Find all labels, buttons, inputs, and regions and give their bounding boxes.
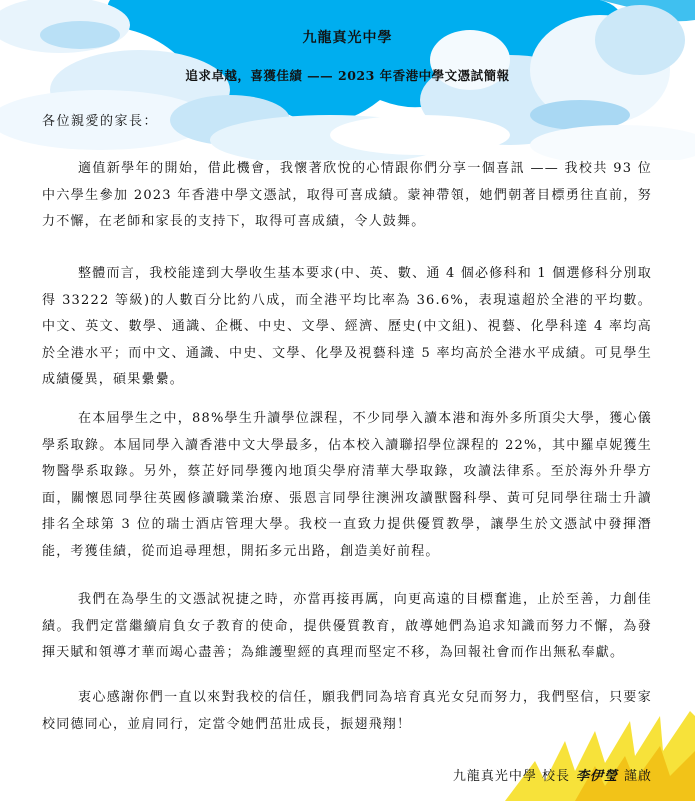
signature-block (453, 765, 652, 784)
signature-closing: 謹啟 (623, 769, 652, 784)
letter-subtitle: 追求卓越，喜獲佳績 —— 2023 年香港中學文憑試簡報 (185, 68, 510, 83)
paragraph-overall-results: 整體而言，我校能達到大學收生基本要求(中、英、數、通 4 個必修科和 1 個選修科分別取得 33222 等級)的人數百分比約八成，而全港平均比率為 36.6%，表現遠超於全港的平均數。中文、英文、數學、通識、企概、中史、文學、經濟、歷史(中文組)、視藝、化學科達 4 率均高於全港水平；而中文、通識、中史、文學、化學及視藝科達 5 率均高於全港水平成績。可見學生成績優異，碩果纍纍。 (42, 266, 652, 387)
paragraph-mission: 我們在為學生的文憑試祝捷之時，亦當再接再厲，向更高遠的目標奮進，止於至善，力創佳績。我們定當繼續肩負女子教育的使命，提供優質教育，啟導她們為追求知識而努力不懈，為發揮天賦和領導才華而竭心盡善；為維護聖經的真理而堅定不移，為回報社會而作出無私奉獻。 (42, 592, 652, 660)
paragraph-intro: 適值新學年的開始，借此機會，我懷著欣悅的心情跟你們分享一個喜訊 —— 我校共 93 位中六學生參加 2023 年香港中學文憑試，取得可喜成績。蒙神帶領，她們朝著目標勇往直前，努力不懈，在老師和家長的支持下，取得可喜成績，令人鼓舞。 (42, 161, 652, 229)
paragraph-university-admissions: 在本屆學生之中，88%學生升讀學位課程，不少同學入讀本港和海外多所頂尖大學，獲心儀學系取錄。本屆同學入讀香港中文大學最多，佔本校入讀聯招學位課程的 22%，其中羅卓妮獲生物醫學系取錄。另外，蔡芷妤同學獲內地頂尖學府清華大學取錄，攻讀法律系。至於海外升學方面，關懷恩同學往英國修讀職業治療、張恩言同學往澳洲攻讀獸醫科學、黃可兒同學往瑞士升讀排名全球第 3 位的瑞士酒店管理大學。我校一直致力提供優質教學，讓學生於文憑試中發揮潛能，考獲佳績，從而追尋理想，開拓多元出路，創造美好前程。 (42, 411, 652, 559)
signature-school-title: 九龍真光中學 校長 (452, 769, 570, 784)
school-name-heading: 九龍真光中學 (302, 30, 393, 46)
paragraph-thanks: 衷心感謝你們一直以來對我校的信任，願我們同為培育真光女兒而努力，我們堅信，只要家校同德同心，並肩同行，定當令她們茁壯成長，振翅飛翔！ (42, 690, 652, 732)
salutation: 各位親愛的家長： (42, 114, 159, 129)
principal-name: 李伊瑩 (575, 769, 618, 784)
